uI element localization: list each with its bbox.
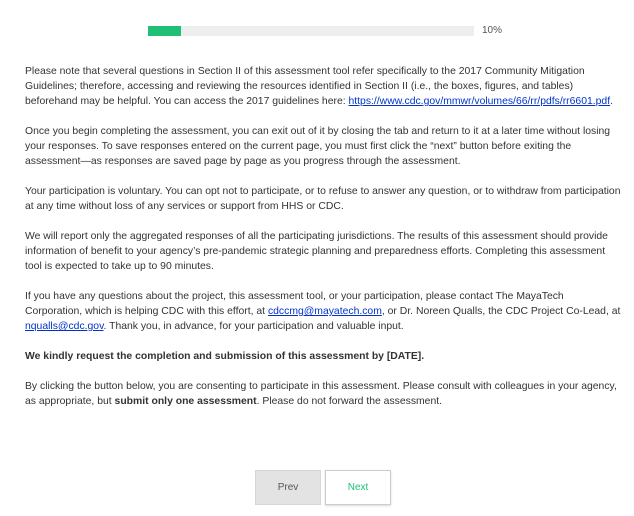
next-button[interactable]: Next [325, 470, 391, 505]
survey-intro-content [25, 64, 621, 424]
paragraph-exit-info: Once you begin completing the assessment, you can exit out of it by closing the tab and return to it at a later time without losing your responses. To save responses entered on the current page, you must first click the “next” button before exiting the assessment—as responses are saved page by page as you progress through the assessment. [25, 126, 611, 167]
paragraph-contact [25, 289, 621, 334]
paragraph-consent [25, 379, 621, 409]
contact-text-b: , or Dr. Noreen Qualls, the CDC Project Co-Lead, at [381, 306, 621, 317]
contact-text-a: If you have any questions about the project, this assessment tool, or your participation, please contact The MayaTech Corporation, which is helping CDC with this effort, at [25, 291, 564, 317]
deadline-text: We kindly request the completion and submission of this assessment by [DATE]. [25, 351, 425, 362]
prev-button[interactable]: Prev [255, 470, 321, 505]
navigation-buttons [255, 470, 391, 505]
paragraph-deadline [25, 349, 621, 364]
contact-text-c: . Thank you, in advance, for your participation and valuable input. [103, 321, 404, 332]
guidelines-text-end: . [610, 96, 613, 107]
paragraph-voluntary: Your participation is voluntary. You can opt not to participate, or to refuse to answer any question, or to withdraw from participation at any time without loss of any services or support from HHS or CDC. [25, 186, 621, 212]
paragraph-guidelines [25, 64, 621, 109]
progress-bar [148, 26, 474, 36]
progress-bar-fill [148, 26, 181, 36]
paragraph-reporting: We will report only the aggregated responses of all the participating jurisdictions. The results of this assessment should provide information of benefit to your agency’s pre-pandemic strategic planning and preparedness efforts. Completing this assessment tool is expected to take up to 90 minutes. [25, 231, 608, 272]
consent-bold-text: submit only one assessment [114, 396, 257, 407]
progress-percent-label: 10% [482, 25, 503, 36]
cdc-email-link[interactable]: nqualls@cdc.gov [25, 321, 104, 332]
mayatech-email-link[interactable]: cdccmg@mayatech.com [267, 306, 382, 317]
consent-text-b: . Please do not forward the assessment. [256, 396, 443, 407]
consent-text-a: By clicking the button below, you are consenting to participate in this assessment. Please consult with colleagues in your agency, as appropriate, but [25, 381, 617, 407]
guidelines-link[interactable]: https://www.cdc.gov/mmwr/volumes/66/rr/pdfs/rr6601.pdf [348, 96, 611, 107]
guidelines-text: Please note that several questions in Section II of this assessment tool refer specifically to the 2017 Community Mitigation Guidelines; therefore, accessing and reviewing the resources identified in Section II (i.e., the boxes, figures, and tables) beforehand may be helpful. You can access the 2017 guidelines here: [25, 66, 585, 107]
